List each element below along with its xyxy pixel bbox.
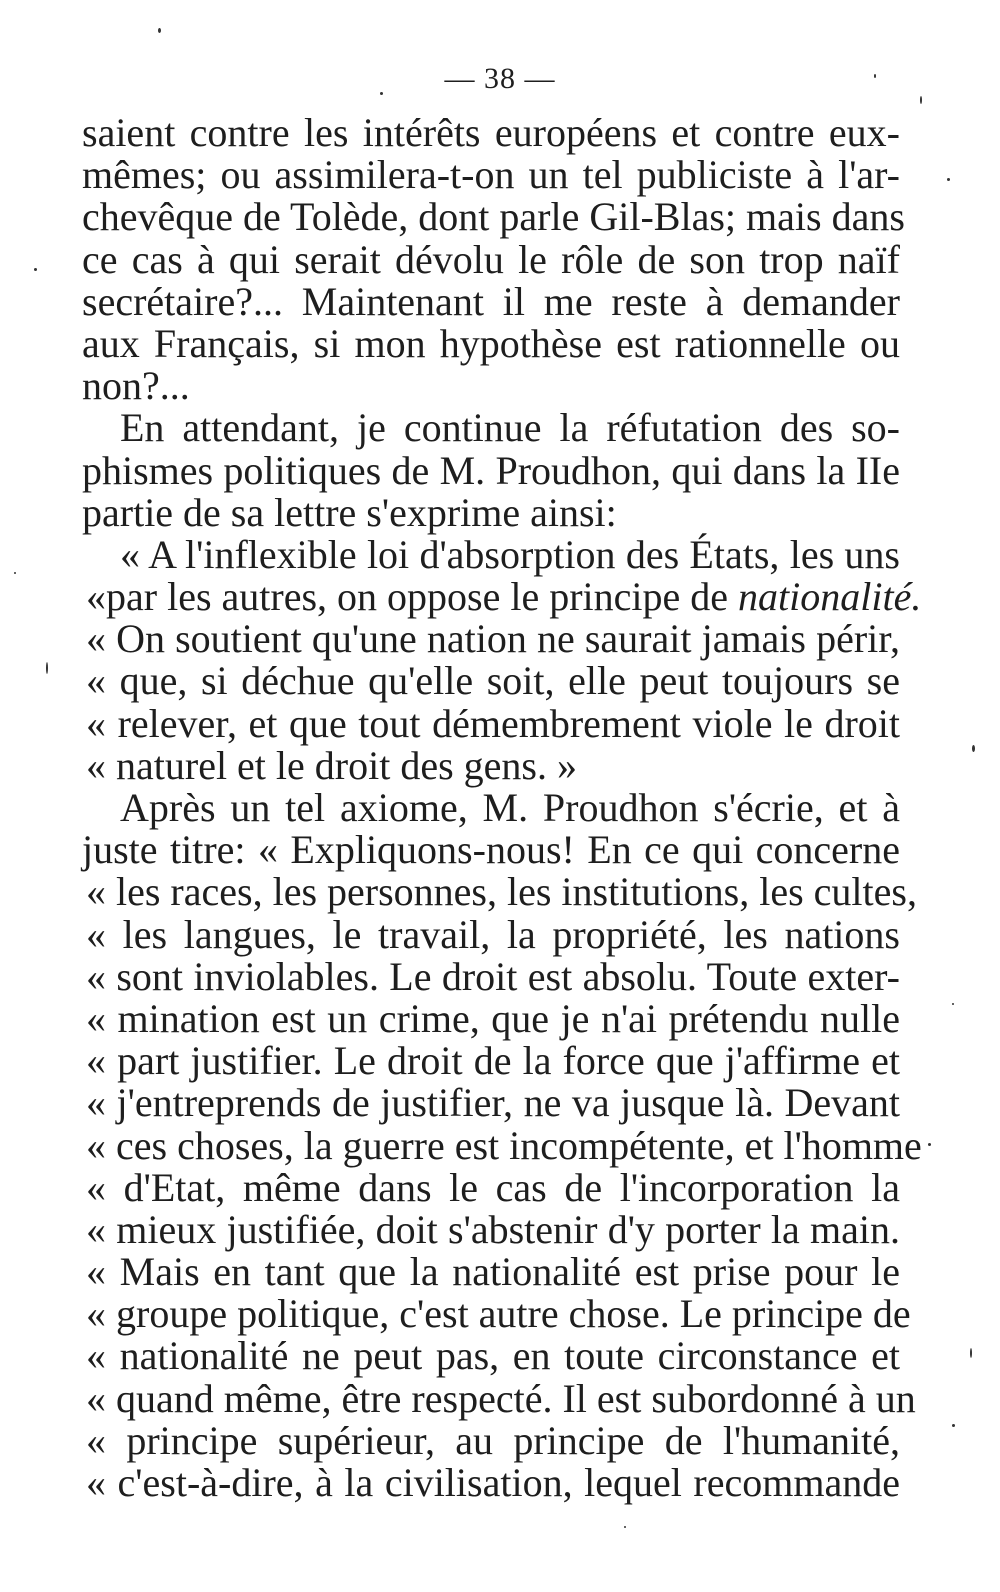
quote-line [82, 574, 922, 620]
text-line: non?... [82, 363, 190, 409]
text-line: saient contre les intérêts européens et contre eux- [82, 110, 900, 155]
quote-line: « d'Etat, même dans le cas de l'incorporation la [86, 1164, 900, 1210]
quote-line: « les langues, le travail, la propriété, les nations [86, 911, 900, 957]
quote-line: « A l'inflexible loi d'absorption des États, les uns [120, 531, 900, 577]
scan-speck [970, 1348, 972, 1358]
quote-line: « que, si déchue qu'elle soit, elle peut toujours se [86, 658, 900, 704]
quote-line: « c'est-à-dire, à la civilisation, lequel recommande [86, 1460, 900, 1505]
quote-line: « groupe politique, c'est autre chose. Le principe de [86, 1291, 911, 1337]
quote-line: « relever, et que tout démembrement viole le droit [86, 700, 900, 746]
scan-speck [34, 268, 37, 271]
scan-speck [972, 745, 975, 752]
italic-word: nationalité. [738, 574, 922, 620]
quote-line: « Mais en tant que la nationalité est prise pour le [86, 1249, 900, 1295]
scan-speck [947, 178, 950, 181]
quote-line: « part justifier. Le droit de la force que j'affirme et [86, 1038, 900, 1084]
quote-line: « principe supérieur, au principe de l'humanité, [86, 1417, 900, 1463]
text-line: En attendant, je continue la réfutation des so- [120, 405, 900, 451]
text-line: phismes politiques de M. Proudhon, qui dans la IIe [82, 447, 900, 493]
text-line: chevêque de Tolède, dont parle Gil-Blas; mais dans [82, 194, 905, 240]
text-line: Après un tel axiome, M. Proudhon s'écrie, et à [120, 785, 900, 830]
quote-line: « ces choses, la guerre est incompétente, et l'homme [86, 1122, 922, 1168]
scan-speck [158, 28, 161, 33]
quote-line: « quand même, être respecté. Il est subordonné à un [86, 1375, 916, 1421]
scan-speck [46, 662, 48, 674]
quote-line: « naturel et le droit des gens. » [86, 742, 577, 788]
scan-speck [14, 572, 16, 574]
scan-speck [952, 1003, 954, 1005]
scan-speck [920, 96, 922, 104]
scan-speck [624, 1526, 626, 1528]
text-line: partie de sa lettre s'exprime ainsi: [82, 489, 617, 535]
scan-speck [380, 92, 383, 95]
text-line: juste titre: « Expliquons-nous! En ce qui concerne [82, 827, 900, 873]
quote-line: « j'entreprends de justifier, ne va jusque là. Devant [86, 1080, 900, 1126]
quote-line: « On soutient qu'une nation ne saurait jamais périr, [86, 616, 900, 662]
text-line: mêmes; ou assimilera-t-on un tel publiciste à l'ar- [82, 152, 900, 198]
page-number: — 38 — [444, 62, 556, 95]
quote-line: « nationalité ne peut pas, en toute circonstance et [86, 1333, 900, 1379]
quote-line: « mination est un crime, que je n'ai prétendu nulle [86, 995, 900, 1041]
scan-speck [874, 74, 876, 78]
text-line: aux Français, si mon hypothèse est rationnelle ou [82, 320, 900, 366]
quote-line: « les races, les personnes, les institutions, les cultes, [86, 869, 917, 915]
body-text [82, 110, 922, 1505]
scan-speck [952, 1424, 955, 1427]
scan-speck [928, 1143, 931, 1146]
quote-line: « sont inviolables. Le droit est absolu. Toute exter- [86, 953, 900, 999]
quote-line: « mieux justifiée, doit s'abstenir d'y porter la main. [86, 1206, 900, 1252]
quote-line-text: «par les autres, on oppose le principe de [86, 574, 739, 620]
text-line: secrétaire?... Maintenant il me reste à demander [82, 278, 900, 324]
text-line: ce cas à qui serait dévolu le rôle de son trop naïf [82, 236, 900, 282]
